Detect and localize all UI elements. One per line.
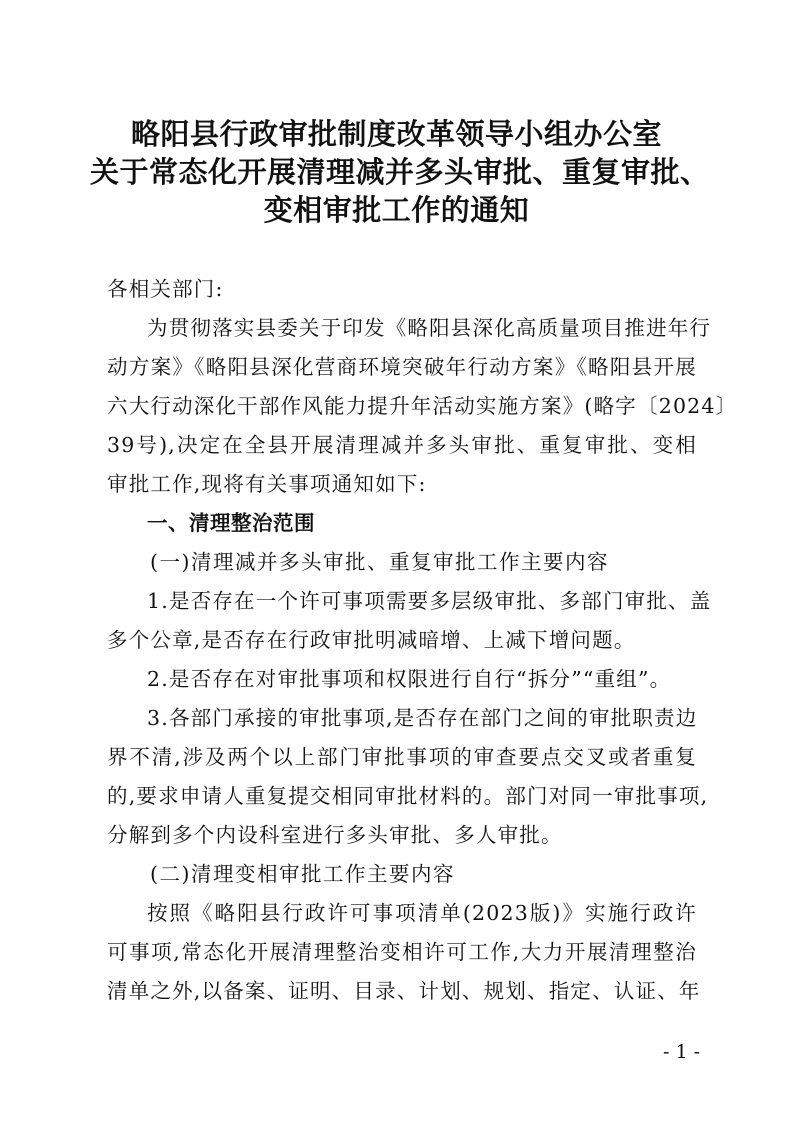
item-1-line-2: 多个公章,是否存在行政审批明减暗增、上减下增问题。 (107, 628, 636, 652)
subsection-2-line-2: 可事项,常态化开展清理整治变相许可工作,大力开展清理整治 (107, 940, 697, 964)
item-1-line-1: 1.是否存在一个许可事项需要多层级审批、多部门审批、盖 (147, 589, 712, 613)
intro-line-3: 六大行动深化干部作风能力提升年活动实施方案》(略字〔2024〕 (107, 394, 738, 418)
item-3-line-4: 分解到多个内设科室进行多头审批、多人审批。 (107, 823, 563, 847)
intro-line-2: 动方案》《略阳县深化营商环境突破年行动方案》《略阳县开展 (107, 355, 697, 379)
subsection-2-line-3: 清单之外,以备案、证明、目录、计划、规划、指定、认证、年 (107, 979, 701, 1003)
item-2: 2.是否存在对审批事项和权限进行自行“拆分”“重组”。 (147, 667, 672, 691)
subsection-2-line-1: 按照《略阳县行政许可事项清单(2023版)》实施行政许 (147, 901, 697, 925)
item-3-line-2: 界不清,涉及两个以上部门审批事项的审查要点交叉或者重复 (107, 745, 697, 769)
salutation: 各相关部门: (107, 277, 224, 301)
page-number: - 1 - (662, 1041, 700, 1063)
intro-line-4: 39号),决定在全县开展清理减并多头审批、重复审批、变相 (107, 433, 697, 457)
document-title-line-2: 关于常态化开展清理减并多头审批、重复审批、 (90, 155, 710, 189)
intro-line-5: 审批工作,现将有关事项通知如下: (107, 472, 427, 496)
subsection-1-heading: (一)清理减并多头审批、重复审批工作主要内容 (150, 550, 609, 574)
intro-line-1: 为贯彻落实县委关于印发《略阳县深化高质量项目推进年行 (147, 316, 712, 340)
section-1-heading: 一、清理整治范围 (147, 511, 315, 535)
document-title-line-3: 变相审批工作的通知 (263, 193, 530, 227)
item-3-line-1: 3.各部门承接的审批事项,是否存在部门之间的审批职责边 (147, 706, 698, 730)
item-3-line-3: 的,要求申请人重复提交相同审批材料的。部门对同一审批事项, (107, 784, 709, 808)
subsection-2-heading: (二)清理变相审批工作主要内容 (150, 862, 455, 886)
document-title-line-1: 略阳县行政审批制度改革领导小组办公室 (130, 117, 662, 151)
